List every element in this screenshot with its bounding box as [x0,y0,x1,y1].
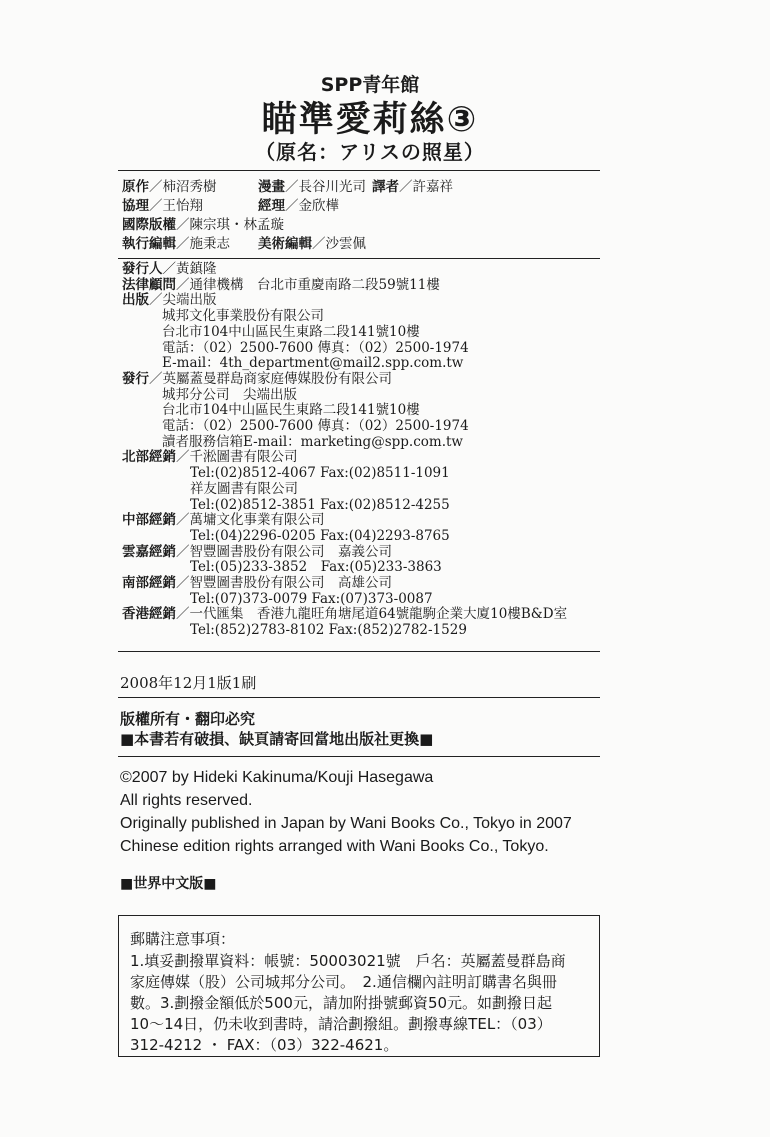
chinese-rights-line: Chinese edition rights arranged with Wani Books Co., Tokyo. [120,838,549,855]
publisher-text: ／通律機構 台北市重慶南路二段59號11樓 [176,276,440,293]
publisher-subline [190,498,450,514]
publisher-label: 發行人 [122,261,163,277]
credit-label: 漫畫 [258,179,285,195]
notice-line: 家庭傳媒（股）公司城邦分公司。 2.通信欄內註明訂購書名與冊 [130,973,557,991]
publisher-subline [162,341,469,357]
world-edition-label: ■世界中文版■ [120,876,217,892]
publisher-line [122,293,217,309]
publisher-line [122,262,217,278]
publisher-text: Tel:(04)2296-0205 Fax:(04)2293-8765 [190,527,450,544]
publisher-text: Tel:(05)233-3852 Fax:(05)233-3863 [190,559,442,576]
publisher-text: 台北市104中山區民生東路二段141號10樓 [162,402,420,419]
credit-label: 譯者 [372,179,399,195]
credit-value: ／施秉志 [176,236,230,252]
publisher-subline [162,419,469,435]
publisher-text: ／萬墉文化事業有限公司 [176,512,325,529]
publisher-label: 香港經銷 [122,606,176,623]
publisher-subline [162,403,420,419]
publisher-text: 電話：（02）2500-7600 傳真：（02）2500-1974 [162,339,469,356]
publisher-line [122,545,392,561]
publisher-line [122,513,325,529]
publisher-text: Tel:(852)2783-8102 Fax:(852)2782-1529 [190,622,467,639]
notice-line: 10～14日，仍未收到書時，請洽劃撥組。劃撥專線TEL：（03） [130,1015,552,1033]
publisher-text: Tel:(02)8512-4067 Fax:(02)8511-1091 [190,465,450,482]
credit-row [122,216,284,235]
divider-credits [118,258,600,259]
notice-line: 數。3.劃撥金額低於500元，請加附掛號郵資50元。如劃撥日起 [130,994,553,1012]
publisher-text: 電話：（02）2500-7600 傳真：（02）2500-1974 [162,418,469,434]
original-publication-line: Originally published in Japan by Wani Books Co., Tokyo in 2007 [120,815,572,832]
publisher-line [122,576,392,592]
publisher-text: ／黃鎮隆 [162,261,217,277]
notice-line: 312-4212 ・ FAX：（03）322-4621。 [130,1036,399,1054]
publisher-text: ／智豐圖書股份有限公司 嘉義公司 [176,543,392,560]
credit-row [258,197,339,216]
credit-row [372,178,453,197]
publisher-subline [190,466,450,482]
publisher-line [122,607,567,623]
publisher-label: 出版 [122,292,149,309]
credit-value: ／沙雲佩 [312,236,366,252]
credit-value: ／金欣樺 [285,198,339,214]
credit-label: 原作 [122,179,149,195]
credit-row [122,178,217,197]
publisher-line [122,372,392,388]
rights-reserved-line: All rights reserved. [120,792,253,809]
credit-row [258,178,366,197]
notice-title: 郵購注意事項： [130,930,236,948]
credit-row [258,235,366,254]
copyright-line: ©2007 by Hideki Kakinuma/Kouji Hasegawa [120,769,434,786]
credit-label: 協理 [122,198,149,214]
series-name: SPP青年館 [320,74,420,96]
publisher-subline [190,560,442,576]
mail-order-notice-box [118,915,600,1057]
publisher-text: Tel:(02)8512-3851 Fax:(02)8512-4255 [190,496,450,513]
publisher-text: 台北市104中山區民生東路二段141號10樓 [162,323,420,340]
credit-value: ／柿沼秀樹 [149,179,217,195]
publisher-text: ／一代匯集 香港九龍旺角塘尾道64號龍駒企業大廈10樓B&D室 [176,606,568,623]
divider-date [118,697,600,698]
publisher-label: 中部經銷 [122,512,176,529]
publisher-subline [162,356,463,372]
credit-row [122,235,230,254]
credit-value: ／許嘉祥 [399,179,453,195]
original-title: （原名：アリスの照星） [255,140,485,164]
publisher-subline [162,388,297,404]
notice-line: 1.填妥劃撥單資料：帳號：50003021號 戶名：英屬蓋曼群島商 [130,952,566,970]
divider-publisher [118,651,600,652]
divider-rights [118,756,600,757]
publisher-label: 發行 [122,370,149,387]
publisher-text: 城邦文化事業股份有限公司 [162,308,324,325]
credit-label: 執行編輯 [122,236,176,252]
publisher-text: 讀者服務信箱E-mail：marketing@spp.com.tw [162,433,463,450]
publisher-label: 北部經銷 [122,449,176,466]
publisher-text: E-mail：4th_department@mail2.spp.com.tw [162,355,464,372]
publisher-text: ／英屬蓋曼群島商家庭傳媒股份有限公司 [149,370,392,387]
book-title: 瞄準愛莉絲③ [261,100,479,140]
publisher-label: 法律顧問 [122,276,176,293]
credit-label: 國際版權 [122,217,176,233]
publisher-subline [162,325,420,341]
divider-top [118,170,600,171]
publisher-line [122,450,298,466]
credit-label: 美術編輯 [258,236,312,252]
damage-notice: ■本書若有破損、缺頁請寄回當地出版社更換■ [120,730,434,748]
publisher-subline [190,623,467,639]
credit-value: ／陳宗琪・林孟璇 [176,217,284,233]
publisher-text: Tel:(07)373-0079 Fax:(07)373-0087 [190,590,433,607]
publisher-text: ／智豐圖書股份有限公司 高雄公司 [176,575,392,591]
edition-date: 2008年12月1版1刷 [120,674,257,692]
publisher-subline [190,529,450,545]
credit-label: 經理 [258,198,285,214]
publisher-label: 南部經銷 [122,575,176,591]
credit-row [122,197,203,216]
publisher-text: ／千淞圖書有限公司 [176,449,298,466]
publisher-text: 祥友圖書有限公司 [190,480,298,497]
rights-notice: 版權所有・翻印必究 [120,710,256,728]
publisher-text: 城邦分公司 尖端出版 [162,386,297,403]
credit-value: ／王怡翔 [149,198,203,214]
publisher-subline [162,309,324,325]
credit-value: ／長谷川光司 [285,179,366,195]
publisher-subline [190,482,298,498]
publisher-text: ／尖端出版 [149,292,217,309]
publisher-label: 雲嘉經銷 [122,543,176,560]
